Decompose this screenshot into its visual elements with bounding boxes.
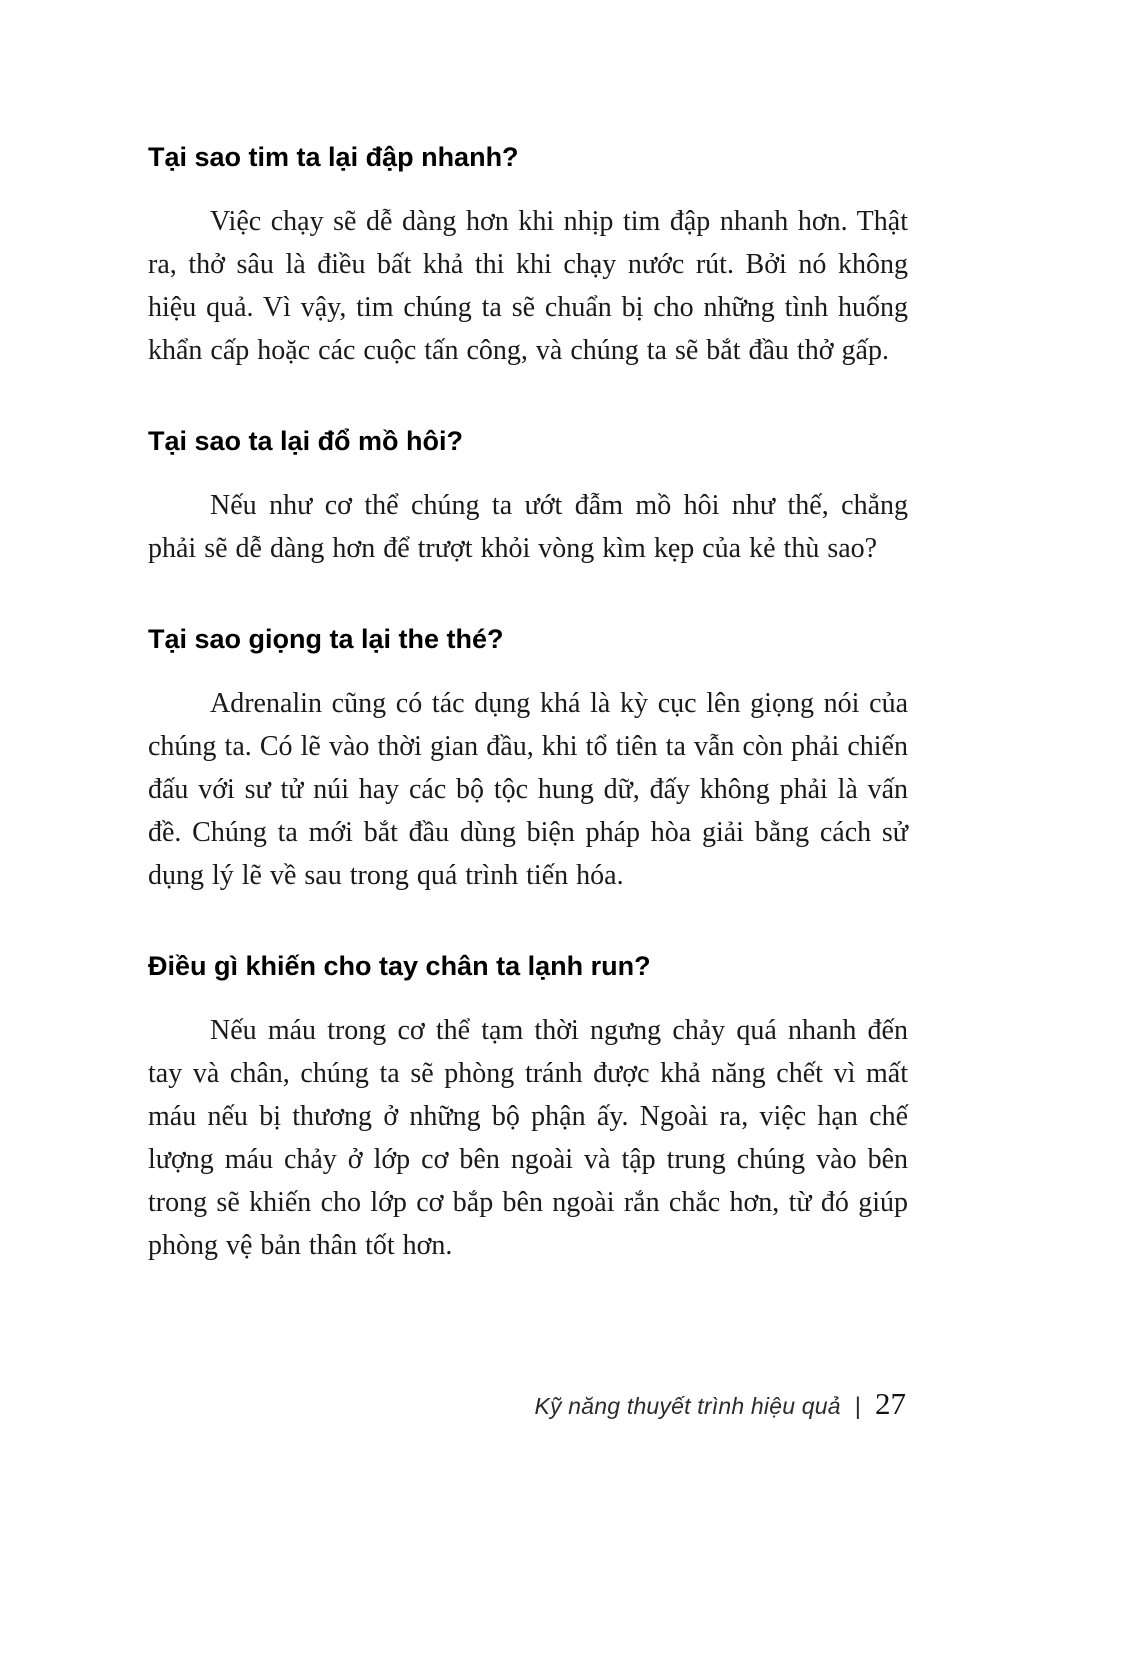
footer-page-number: 27 bbox=[875, 1386, 906, 1421]
section-heading: Điều gì khiến cho tay chân ta lạnh run? bbox=[148, 951, 651, 981]
section-heart-beat bbox=[148, 140, 908, 372]
paragraph: Nếu máu trong cơ thể tạm thời ngưng chảy quá nhanh đến tay và chân, chúng ta sẽ phòng tránh được khả năng chết vì mất máu nếu bị thương ở những bộ phận ấy. Ngoài ra, việc hạn chế lượng máu chảy ở lớp cơ bên ngoài và tập trung chúng vào bên trong sẽ khiến cho lớp cơ bắp bên ngoài rắn chắc hơn, từ đó giúp phòng vệ bản thân tốt hơn. bbox=[148, 1015, 908, 1261]
page-content bbox=[148, 140, 908, 1267]
section-sweat bbox=[148, 424, 908, 570]
paragraph: Nếu như cơ thể chúng ta ướt đẫm mồ hôi như thế, chẳng phải sẽ dễ dàng hơn để trượt khỏi vòng kìm kẹp của kẻ thù sao? bbox=[148, 490, 908, 564]
paragraph: Việc chạy sẽ dễ dàng hơn khi nhịp tim đập nhanh hơn. Thật ra, thở sâu là điều bất khả thi khi chạy nước rút. Bởi nó không hiệu quả. Vì vậy, tim chúng ta sẽ chuẩn bị cho những tình huống khẩn cấp hoặc các cuộc tấn công, và chúng ta sẽ bắt đầu thở gấp. bbox=[148, 206, 908, 366]
section-heading: Tại sao giọng ta lại the thé? bbox=[148, 624, 504, 654]
section-cold-limbs bbox=[148, 949, 908, 1267]
footer-separator: | bbox=[854, 1393, 861, 1420]
section-heading: Tại sao tim ta lại đập nhanh? bbox=[148, 142, 519, 172]
section-voice bbox=[148, 622, 908, 897]
section-heading: Tại sao ta lại đổ mồ hôi? bbox=[148, 426, 464, 456]
page-footer bbox=[534, 1386, 906, 1422]
paragraph: Adrenalin cũng có tác dụng khá là kỳ cục lên giọng nói của chúng ta. Có lẽ vào thời gian đầu, khi tổ tiên ta vẫn còn phải chiến đấu với sư tử núi hay các bộ tộc hung dữ, đấy không phải là vấn đề. Chúng ta mới bắt đầu dùng biện pháp hòa giải bằng cách sử dụng lý lẽ về sau trong quá trình tiến hóa. bbox=[148, 688, 908, 891]
footer-book-title: Kỹ năng thuyết trình hiệu quả bbox=[534, 1393, 841, 1419]
